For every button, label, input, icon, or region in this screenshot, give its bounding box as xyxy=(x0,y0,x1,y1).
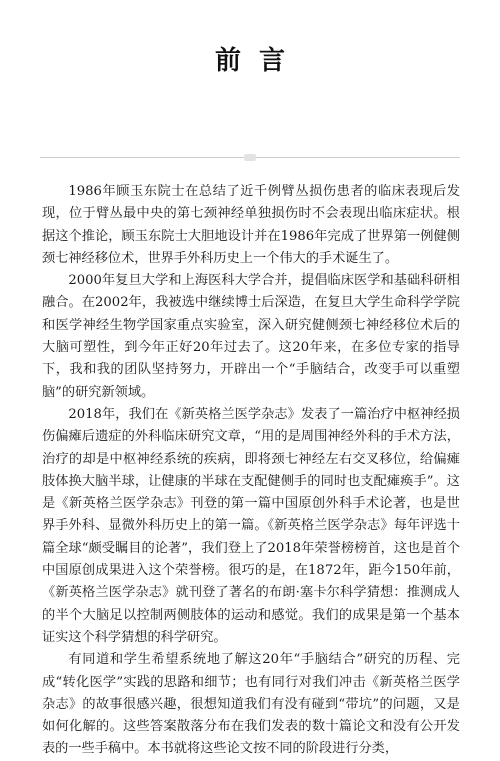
paragraph: 有同道和学生希望系统地了解这20年“手脑结合”研究的历程、完成“转化医学”实践的思路和细节；也有同行对我们冲击《新英格兰医学杂志》的故事很感兴趣，很想知道我们有没有碰到“带坑”的问题，又是如何化解的。这些答案散落分布在我们发表的数十篇论文和没有公开发表的一些手稿中。本书就将这些论文按不同的阶段进行分类， xyxy=(42,652,460,757)
paragraph: 2018年，我们在《新英格兰医学杂志》发表了一篇治疗中枢神经损伤偏瘫后遗症的外科临床研究文章，“用的是周围神经外科的手术方法，治疗的却是中枢神经系统的疾病，即将颈七神经左右交叉移位，给偏瘫肢体换大脑半球，让健康的半球在支配健侧手的同时也支配瘫痪手”。这是《新英格兰医学杂志》刊登的第一篇中国原创外科手术论著，也是世界手外科、显微外科历史上的第一篇。《新英格兰医学杂志》每年评选十篇全球“颇受瞩目的论著”，我们登上了2018年荣誉榜榜首，这也是首个中国原创成果进入这个荣誉榜。很巧的是，在1872年，距今150年前，《新英格兰医学杂志》就刊登了著名的布朗·塞卡尔科学猜想：推测成人的半个大脑足以控制两侧肢体的运动和感觉。我们的成果是第一个基本证实这个科学猜想的科学研究。 xyxy=(42,406,460,645)
divider-ornament xyxy=(244,154,256,161)
paragraph: 1986年顾玉东院士在总结了近千例臂丛损伤患者的临床表现后发现，位于臂丛最中央的第七颈神经单独损伤时不会表现出临床症状。根据这个推论，顾玉东院士大胆地设计并在1986年完成了世界第一例健侧颈七神经移位术，世界手外科历史上一个伟大的手术诞生了。 xyxy=(42,184,460,266)
page-title: 前言 xyxy=(214,46,303,76)
paragraph: 2000年复旦大学和上海医科大学合并，提倡临床医学和基础科研相融合。在2002年，我被选中继续博士后深造，在复旦大学生命科学学院和医学神经生物学国家重点实验室，深入研究健侧颈七神经移位术后的大脑可塑性，到今年正好20年过去了。这20年来，在多位专家的指导下，我和我的团队坚持努力，开辟出一个“手脑结合，改变手可以重塑脑”的研究新领域。 xyxy=(42,273,460,400)
preface-body xyxy=(42,181,460,761)
